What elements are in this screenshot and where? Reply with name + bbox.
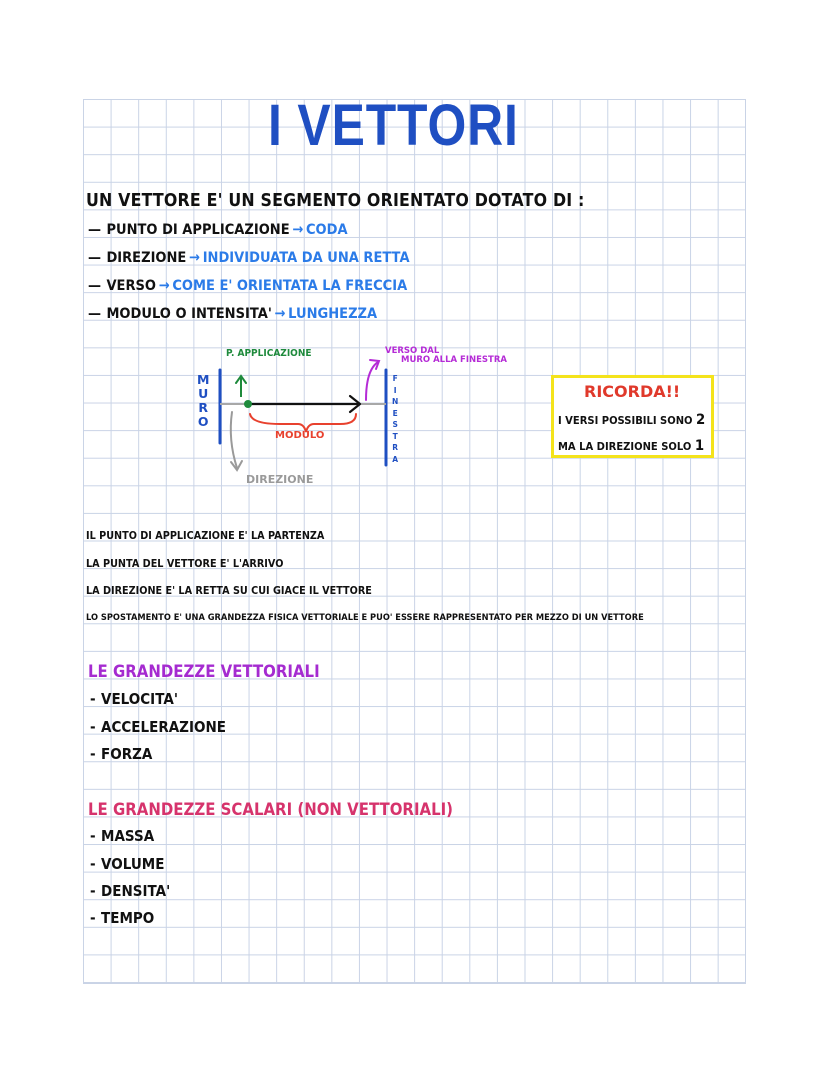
note-line: LA PUNTA DEL VETTORE E' L'ARRIVO	[86, 558, 284, 570]
list-item-label: FORZA	[101, 745, 153, 763]
remember-line-text: I VERSI POSSIBILI SONO	[558, 415, 693, 427]
verso-label-line2: MURO ALLA FINESTRA	[401, 355, 507, 365]
property-description: LUNGHEZZA	[288, 306, 378, 322]
window-label-letter: T	[392, 431, 398, 441]
remember-line	[558, 438, 704, 454]
remember-line-text: MA LA DIREZIONE SOLO	[558, 441, 692, 453]
property-row	[88, 306, 377, 322]
dash-icon: -	[90, 909, 96, 927]
application-point-dot	[244, 400, 252, 408]
dash-icon: —	[88, 278, 102, 294]
dash-icon: —	[88, 250, 102, 266]
property-row	[88, 222, 348, 238]
window-label-letter: S	[392, 420, 398, 429]
window-label-letter: F	[392, 374, 398, 383]
list-item-label: VELOCITA'	[101, 690, 178, 708]
property-row	[88, 250, 410, 266]
property-term: VERSO	[106, 278, 157, 294]
list-item-label: DENSITA'	[101, 882, 171, 900]
vector-diagram	[180, 340, 540, 500]
list-item	[90, 827, 154, 845]
wall-label-letter: O	[197, 414, 209, 429]
dash-icon: -	[90, 745, 96, 763]
property-term: PUNTO DI APPLICAZIONE	[106, 222, 290, 238]
remember-line	[558, 412, 705, 428]
list-item	[90, 718, 226, 736]
list-item	[90, 745, 152, 763]
wall-label	[197, 373, 209, 429]
remember-box	[551, 375, 714, 458]
arrow-right-icon: →	[274, 306, 286, 322]
module-label: MODULO	[275, 430, 325, 441]
dash-icon: -	[90, 855, 96, 873]
remember-line-number: 2	[696, 412, 706, 428]
property-row	[88, 278, 407, 294]
list-item	[90, 882, 170, 900]
list-item	[90, 909, 154, 927]
dash-icon: -	[90, 690, 96, 708]
verso-label	[385, 347, 507, 365]
property-term: DIREZIONE	[106, 250, 187, 266]
window-label	[392, 373, 398, 465]
arrow-right-icon: →	[292, 222, 304, 238]
property-description: INDIVIDUATA DA UNA RETTA	[202, 250, 410, 266]
window-label-letter: R	[392, 443, 399, 452]
direction-curve-arrow	[231, 412, 237, 468]
window-label-letter: N	[392, 397, 399, 406]
window-label-letter: E	[392, 408, 398, 418]
window-label-letter: A	[392, 454, 399, 464]
list-item	[90, 855, 164, 873]
window-label-letter: I	[393, 385, 397, 395]
remember-line-number: 1	[694, 438, 705, 454]
remember-title: RICORDA!!	[584, 382, 681, 401]
list-item-label: VOLUME	[101, 855, 165, 873]
list-item-label: TEMPO	[101, 909, 155, 927]
list-item-label: MASSA	[101, 827, 155, 845]
scalar-quantities-heading: LE GRANDEZZE SCALARI (NON VETTORIALI)	[88, 800, 454, 820]
wall-label-letter: M	[197, 372, 210, 387]
verso-label-line1: VERSO DAL	[385, 346, 440, 356]
list-item-label: ACCELERAZIONE	[101, 718, 226, 736]
dash-icon: -	[90, 882, 96, 900]
wall-label-letter: R	[198, 400, 209, 415]
property-description: COME E' ORIENTATA LA FRECCIA	[172, 278, 408, 294]
property-description: CODA	[305, 222, 348, 238]
list-item	[90, 690, 178, 708]
dash-icon: -	[90, 718, 96, 736]
intro-sentence: UN VETTORE E' UN SEGMENTO ORIENTATO DOTATO DI :	[86, 190, 585, 211]
page-title: I VETTORI	[268, 93, 519, 158]
arrow-right-icon: →	[189, 250, 200, 266]
vector-quantities-heading: LE GRANDEZZE VETTORIALI	[88, 662, 320, 682]
arrow-right-icon: →	[158, 278, 170, 294]
note-line: LO SPOSTAMENTO E' UNA GRANDEZZA FISICA VETTORIALE E PUO' ESSERE RAPPRESENTATO PER MEZZO DI UN VETTORE	[86, 613, 644, 623]
dash-icon: —	[88, 222, 102, 238]
wall-label-letter: U	[198, 386, 209, 401]
note-line: LA DIREZIONE E' LA RETTA SU CUI GIACE IL VETTORE	[86, 585, 372, 597]
dash-icon: -	[90, 827, 96, 845]
dash-icon: —	[88, 306, 102, 322]
property-term: MODULO O INTENSITA'	[106, 306, 272, 322]
application-point-label: P. APPLICAZIONE	[226, 348, 312, 359]
note-line: IL PUNTO DI APPLICAZIONE E' LA PARTENZA	[86, 530, 325, 542]
direzione-label: DIREZIONE	[246, 473, 314, 486]
